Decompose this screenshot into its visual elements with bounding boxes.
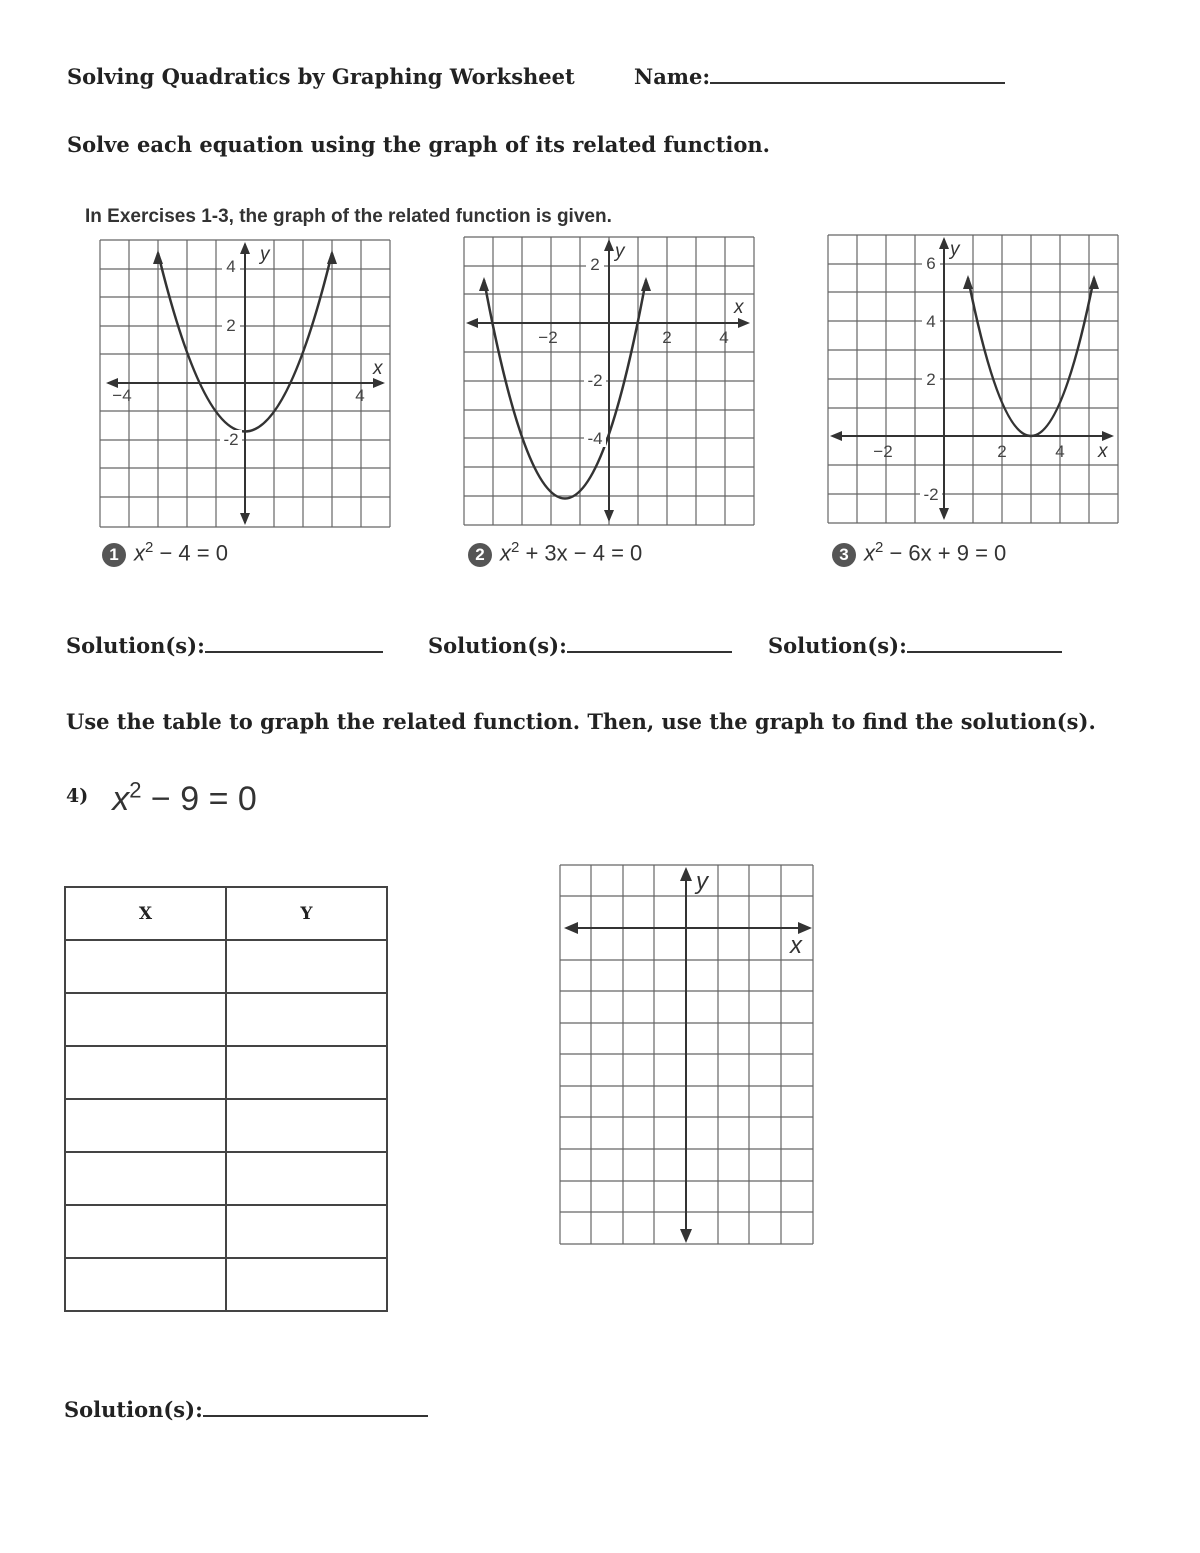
graph-3-grid <box>828 235 1118 523</box>
graph-2-x-label: x <box>734 297 744 318</box>
exercise-3-solution-line[interactable] <box>907 651 1062 653</box>
name-label: Name: <box>634 64 711 89</box>
exercise-1-solution[interactable]: Solution(s): <box>66 633 383 658</box>
svg-text:2: 2 <box>997 442 1007 461</box>
svg-text:-2: -2 <box>223 430 239 449</box>
svg-text:−2: −2 <box>538 328 558 347</box>
exercise-3-equation: 3 $x^2 - 6x + 9 = 0$ <box>832 539 1006 567</box>
exercises-note: In Exercises 1-3, the graph of the related function is given. <box>85 206 612 227</box>
table-row <box>65 940 387 993</box>
svg-text:-2: -2 <box>923 485 939 504</box>
svg-text:2: 2 <box>926 370 936 389</box>
table-header-y: Y <box>226 887 387 940</box>
svg-text:−4: −4 <box>112 386 132 405</box>
exercise-4-table <box>64 886 388 1312</box>
table-header-x: X <box>65 887 226 940</box>
exercise-2-solution[interactable]: Solution(s): <box>428 633 732 658</box>
svg-text:4: 4 <box>926 312 936 331</box>
exercise-4-number: 4) <box>66 785 89 808</box>
graph-3-y-label: y <box>950 239 960 260</box>
graph-2-y-label: y <box>615 241 625 262</box>
graph-1 <box>98 238 393 530</box>
svg-text:-2: -2 <box>587 371 603 390</box>
graph-4-x-label: x <box>790 932 802 959</box>
svg-text:2: 2 <box>226 316 236 335</box>
table-row <box>65 1152 387 1205</box>
table-row <box>65 993 387 1046</box>
svg-text:4: 4 <box>719 328 729 347</box>
table-row <box>65 1205 387 1258</box>
exercise-2-solution-line[interactable] <box>567 651 732 653</box>
exercise-3-badge: 3 <box>832 543 856 567</box>
graph-4[interactable] <box>558 863 816 1247</box>
name-line[interactable] <box>710 82 1005 84</box>
table-row <box>65 1046 387 1099</box>
exercise-1-badge: 1 <box>102 543 126 567</box>
table-row <box>65 1099 387 1152</box>
graph-2 <box>462 235 756 528</box>
name-field[interactable] <box>634 64 1005 89</box>
graph-1-y-label: y <box>260 244 270 265</box>
main-instructions: Solve each equation using the graph of its related function. <box>67 132 770 157</box>
exercise-4-solution[interactable]: Solution(s): <box>64 1397 428 1422</box>
table-row <box>65 1258 387 1311</box>
graph-4-y-label: y <box>696 868 708 895</box>
worksheet-title: Solving Quadratics by Graphing Worksheet <box>67 64 575 89</box>
exercise-1-equation: 1 $x^2 - 4 = 0$ <box>102 539 228 567</box>
exercise-4-equation: 4) $x^2 - 9 = 0$ <box>66 778 257 819</box>
svg-text:2: 2 <box>662 328 672 347</box>
svg-text:−2: −2 <box>873 442 893 461</box>
exercise-4-solution-line[interactable] <box>203 1415 428 1417</box>
exercise-2-badge: 2 <box>468 543 492 567</box>
graph-3 <box>826 233 1120 526</box>
exercise-1-solution-line[interactable] <box>205 651 383 653</box>
part2-instructions: Use the table to graph the related function. Then, use the graph to find the solution(s). <box>66 709 1096 734</box>
svg-text:4: 4 <box>1055 442 1065 461</box>
svg-text:2: 2 <box>590 255 600 274</box>
svg-text:-4: -4 <box>587 429 603 448</box>
svg-text:6: 6 <box>926 254 936 273</box>
graph-2-parabola <box>484 280 646 499</box>
graph-3-x-label: x <box>1098 441 1108 462</box>
graph-1-x-label: x <box>373 358 383 379</box>
exercise-3-solution[interactable]: Solution(s): <box>768 633 1062 658</box>
svg-text:4: 4 <box>355 386 365 405</box>
exercise-2-equation: 2 $x^2 + 3x - 4 = 0$ <box>468 539 642 567</box>
graph-1-tick-4: 4 <box>226 257 236 276</box>
